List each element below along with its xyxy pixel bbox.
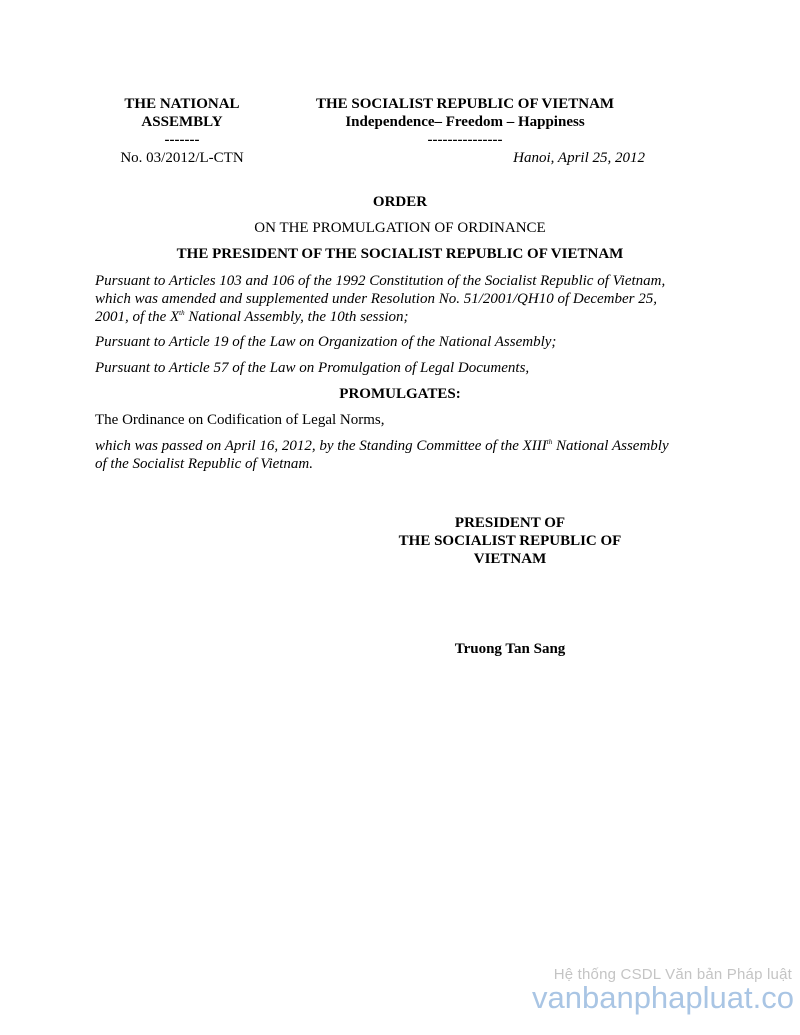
issuing-authority: THE PRESIDENT OF THE SOCIALIST REPUBLIC OF VIETNAM [176, 246, 624, 262]
promulgates-heading: PROMULGATES: [339, 386, 461, 402]
watermark-site: vanbanphapluat.co [531, 980, 794, 1015]
passage-line1-b: National Assembly [552, 438, 669, 454]
document-number: No. 03/2012/L-CTN [120, 150, 244, 166]
signature-block [380, 514, 640, 568]
pursuant-constitution-line1: Pursuant to Articles 103 and 106 of the 1992 Constitution of the Socialist Republic of Vietnam, [95, 273, 666, 289]
signatory-title-line2: THE SOCIALIST REPUBLIC OF [398, 533, 622, 549]
pursuant-constitution-line3-a: 2001, of the X [95, 309, 180, 325]
pursuant-paragraph-promulgation-law: Pursuant to Article 57 of the Law on Promulgation of Legal Documents, [95, 360, 530, 376]
pursuant-constitution-line3 [95, 308, 705, 326]
pursuant-constitution-line2: which was amended and supplemented under Resolution No. 51/2001/QH10 of December 25, [95, 291, 658, 307]
ordinal-superscript: th [179, 309, 185, 317]
motto-separator: --------------- [427, 132, 503, 148]
place-and-date: Hanoi, April 25, 2012 [513, 150, 645, 166]
ordinal-superscript: th [546, 438, 553, 446]
passage-paragraph [95, 437, 705, 473]
issuing-body-separator: ------- [164, 132, 200, 148]
signatory-name: Truong Tan Sang [454, 641, 566, 657]
pursuant-paragraph-constitution [95, 272, 705, 326]
country-name: THE SOCIALIST REPUBLIC OF VIETNAM [315, 96, 615, 112]
watermark-caption: Hệ thống CSDL Văn bản Pháp luật [553, 966, 792, 983]
passage-line2: of the Socialist Republic of Vietnam. [95, 456, 314, 472]
pursuant-paragraph-organization-law: Pursuant to Article 19 of the Law on Organization of the National Assembly; [95, 334, 557, 350]
passage-line1-a: which was passed on April 16, 2012, by the Standing Committee of the XIII [95, 438, 547, 454]
issuing-body-line1: THE NATIONAL [124, 96, 240, 112]
motto: Independence– Freedom – Happiness [345, 114, 585, 130]
signatory-title-line3: VIETNAM [473, 551, 547, 567]
ordinance-name: The Ordinance on Codification of Legal Norms, [95, 412, 385, 428]
passage-line1 [95, 437, 705, 455]
signatory-title-line1: PRESIDENT OF [454, 515, 566, 531]
issuing-body-line2: ASSEMBLY [141, 114, 223, 130]
national-motto-block [290, 95, 640, 149]
document-subtitle: ON THE PROMULGATION OF ORDINANCE [254, 220, 546, 236]
document-title: ORDER [372, 194, 428, 210]
issuing-body-block [108, 95, 256, 167]
pursuant-constitution-line3-b: National Assembly, the 10th session; [184, 309, 409, 325]
